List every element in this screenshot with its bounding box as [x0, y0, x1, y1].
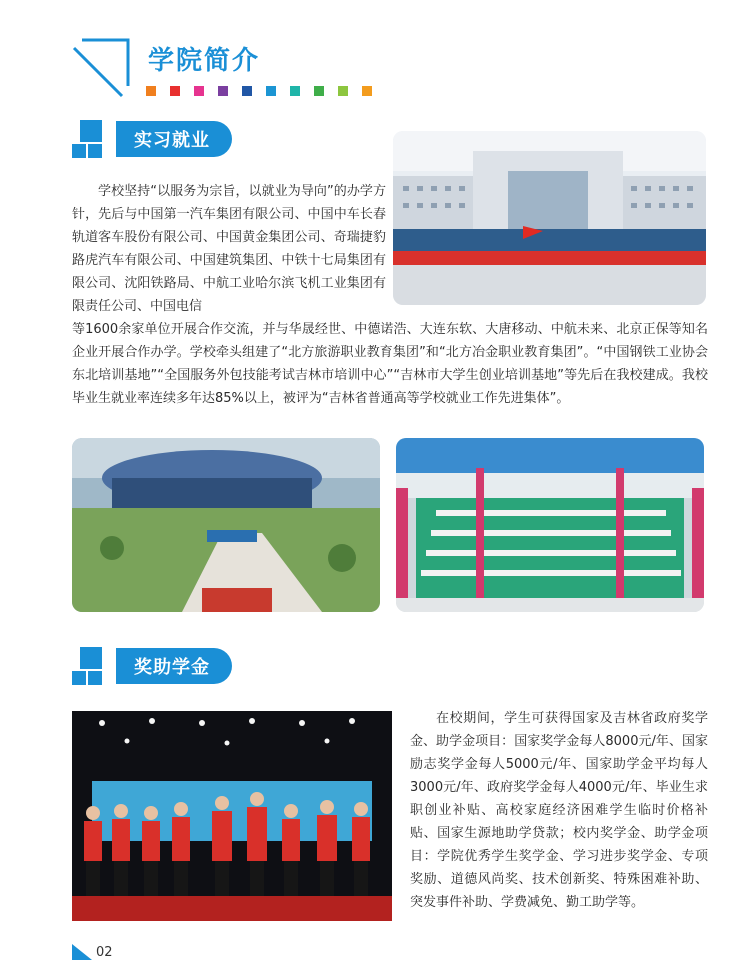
- color-dot: [170, 86, 180, 96]
- campus-building-photo: [393, 131, 706, 305]
- section-header-scholarship: [72, 647, 232, 685]
- page-number-text: 02: [96, 944, 113, 960]
- color-dot: [266, 86, 276, 96]
- section-title: 实习就业: [116, 121, 232, 157]
- corner-arrow-decoration: [72, 38, 132, 98]
- section-title: 奖助学金: [116, 648, 232, 684]
- triangle-icon: [72, 944, 92, 960]
- color-dot: [290, 86, 300, 96]
- color-dot: [218, 86, 228, 96]
- squares-icon: [72, 120, 110, 158]
- color-dots-bar: [146, 86, 372, 96]
- page-number: [72, 944, 113, 960]
- color-dot: [242, 86, 252, 96]
- scholarship-paragraph: 在校期间，学生可获得国家及吉林省政府奖学金、助学金项目：国家奖学金每人8000元/年、国家励志奖学金每人5000元/年、国家助学金平均每人3000元/年、政府奖学金每人4000元/年、毕业生求职创业补贴、高校家庭经济困难学生临时价格补贴、国家生源地助学贷款；校内奖学金、助学金项目：学院优秀学生奖学金、学习进步奖学金、专项奖励、道德风尚奖、技术创新奖、特殊困难补助、突发事件补助、学费减免、勤工助学等。: [410, 711, 708, 910]
- stadium-photo: [72, 438, 380, 612]
- section-header-internship: [72, 120, 232, 158]
- exam-hall-photo: [396, 438, 704, 612]
- color-dot: [362, 86, 372, 96]
- color-dot: [194, 86, 204, 96]
- award-ceremony-photo: [72, 711, 392, 921]
- page-title: 学院简介: [148, 46, 261, 76]
- color-dot: [338, 86, 348, 96]
- color-dot: [146, 86, 156, 96]
- internship-paragraph-full: 等1600余家单位开展合作交流，并与华晟经世、中德诺浩、大连东软、大唐移动、中航未来、北京正保等知名企业开展合作办学。学校牵头组建了“北方旅游职业教育集团”和“北方冶金职业教育集团”。“中国钢铁工业协会东北培训基地”“全国服务外包技能考试吉林市培训中心”“吉林市大学生创业培训基地”等先后在我校建成。我校毕业生就业率连续多年达85%以上，被评为“吉林省普通高等学校就业工作先进集体”。: [72, 322, 708, 406]
- color-dot: [314, 86, 324, 96]
- internship-paragraph-top: 学校坚持“以服务为宗旨，以就业为导向”的办学方针，先后与中国第一汽车集团有限公司、中国中车长春轨道客车股份有限公司、中国黄金集团公司、奇瑞捷豹路虎汽车有限公司、中国建筑集团、中铁十七局集团有限公司、沈阳铁路局、中航工业哈尔滨飞机工业集团有限责任公司、中国电信: [72, 184, 386, 314]
- squares-icon: [72, 647, 110, 685]
